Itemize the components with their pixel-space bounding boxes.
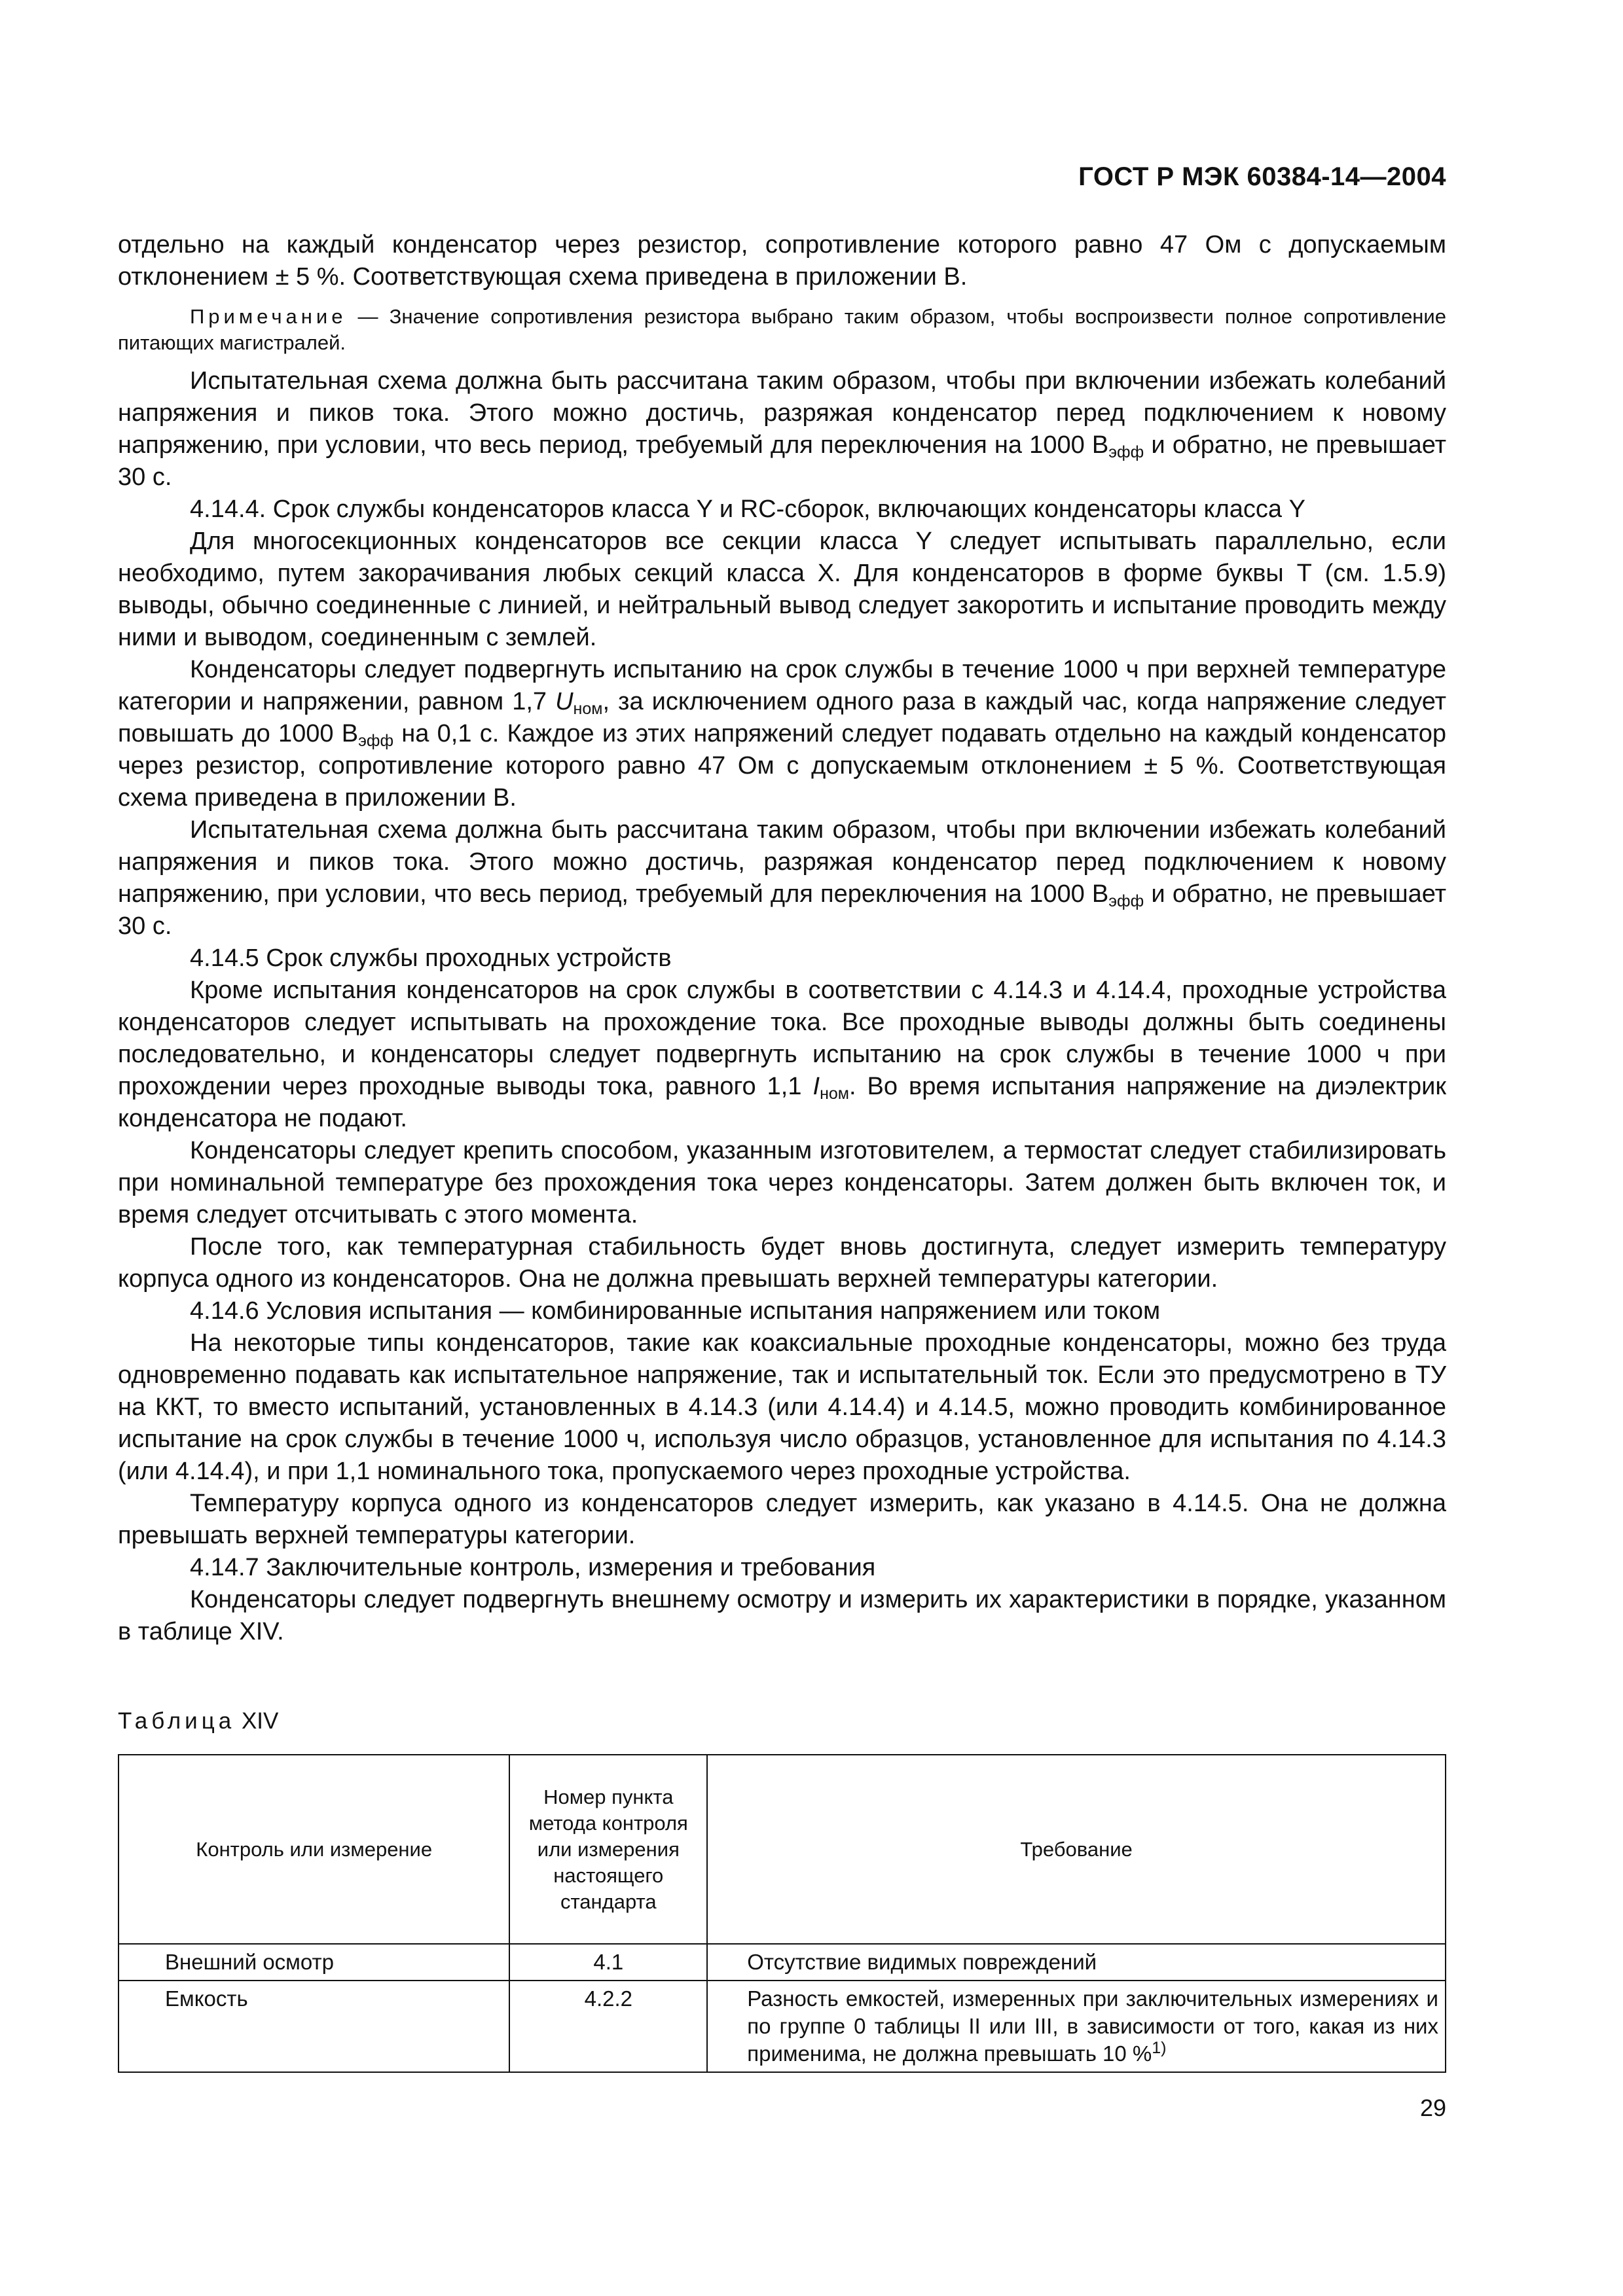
paragraph: На некоторые типы конденсаторов, такие как коаксиальные проходные конденсаторы, можно без труда одновременно подавать как испытательное напряжение, так и испытательный ток. Если это предусмотрено в ТУ на ККТ, то вместо испытаний, установленных в 4.14.3 (или 4.14.4) и 4.14.5, можно проводить комбинированное испытание на срок службы в течение 1000 ч, используя число образцов, установленное для испытания по 4.14.3 (или 4.14.4), и при 1,1 номинального тока, пропускаемого через проходные устройства. <box>118 1329 1446 1485</box>
page-number: 29 <box>1419 2094 1446 2121</box>
paragraph: Испытательная схема должна быть рассчитана таким образом, чтобы при включении избежать колебаний напряжения и пиков тока. Этого можно достичь, разряжая конденсатор перед подключением к новому напряжению, при условии, что весь период, требуемый для переключения на 1000 $В_{эфф}$ и обратно, не превышает 30 с. <box>118 816 1447 940</box>
paragraph: Конденсаторы следует подвергнуть испытанию на срок службы в течение 1000 ч при верхней температуре категории и напряжении, равном 1,7 $U_{ном}$, за исключением одного раза в каждый час, когда напряжение следует повышать до 1000 $В_{эфф}$ на 0,1 с. Каждое из этих напряжений следует подавать отдельно на каждый конденсатор через резистор, сопротивление которого равно 47 Ом с допускаемым отклонением ± 5 %. Соответствующая схема приведена в приложении В. <box>118 656 1446 812</box>
paragraph: Кроме испытания конденсаторов на срок службы в соответствии с 4.14.3 и 4.14.4, проходные устройства конденсаторов следует испытывать на прохождение тока. Все проходные выводы должны быть соединены последовательно, и конденсаторы следует подвергнуть испытанию на срок службы в течение 1000 ч при прохождении через проходные выводы тока, равного 1,1 $I_{ном}$. Во время испытания напряжение на диэлектрик конденсатора не подают. <box>118 977 1446 1132</box>
table-row <box>119 1944 1446 1981</box>
paragraph: Конденсаторы следует крепить способом, указанным изготовителем, а термостат следует стабилизировать при номинальной температуре без прохождения тока через конденсаторы. Затем должен быть включен ток, и время следует отсчитывать с этого момента. <box>118 1137 1446 1229</box>
table-cell: 4.2.2 <box>509 1981 707 2072</box>
table-cell: 4.1 <box>509 1944 707 1981</box>
section-heading-4-14-7: 4.14.7 Заключительные контроль, измерения и требования <box>190 1554 876 1581</box>
section-heading-4-14-5: 4.14.5 Срок службы проходных устройств <box>190 944 672 972</box>
note-label: Примечание <box>190 305 347 328</box>
table-header-row <box>119 1755 1446 1944</box>
table-cell: Внешний осмотр <box>119 1944 509 1981</box>
note <box>118 304 1446 356</box>
section-heading-4-14-6: 4.14.6 Условия испытания — комбинированные испытания напряжением или током <box>190 1297 1161 1325</box>
note-text: — Значение сопротивления резистора выбрано таким образом, чтобы воспроизвести полное сопротивление питающих магистралей. <box>118 305 1446 354</box>
requirements-table <box>118 1754 1446 2073</box>
table-caption: Таблица XIV <box>118 1708 279 1734</box>
footnote-marker: 1) <box>1152 2039 1167 2057</box>
paragraph: Для многосекционных конденсаторов все секции класса Y следует испытывать параллельно, если необходимо, путем закорачивания любых секций класса X. Для конденсаторов в форме буквы Т (см. 1.5.9) выводы, обычно соединенные с линией, и нейтральный вывод следует закоротить и испытание проводить между ними и выводом, соединенным с землей. <box>118 528 1446 651</box>
paragraph: Испытательная схема должна быть рассчитана таким образом, чтобы при включении избежать колебаний напряжения и пиков тока. Этого можно достичь, разряжая конденсатор перед подключением к новому напряжению, при условии, что весь период, требуемый для переключения на 1000 $В_{эфф}$ и обратно, не превышает 30 с. <box>118 367 1447 491</box>
table-cell: Отсутствие видимых повреждений <box>707 1944 1446 1981</box>
table-cell: Разность емкостей, измеренных при заключительных измерениях и по группе 0 таблицы II или III, в зависимости от того, какая из них применима, не должна превышать 10 %$^{1)}$ <box>707 1981 1446 2072</box>
table-header-cell: Номер пункта метода контроля или измерения настоящего стандарта <box>509 1755 707 1944</box>
table-row <box>119 1981 1446 2072</box>
document-header: ГОСТ Р МЭК 60384-14—2004 <box>1078 162 1446 191</box>
paragraph: Конденсаторы следует подвергнуть внешнему осмотру и измерить их характеристики в порядке, указанном в таблице XIV. <box>118 1586 1446 1645</box>
table-cell: Емкость <box>119 1981 509 2072</box>
body-text <box>118 229 1446 1648</box>
section-heading-4-14-4: 4.14.4. Срок службы конденсаторов класса Y и RC-сборок, включающих конденсаторы класса Y <box>190 495 1305 523</box>
paragraph: Температуру корпуса одного из конденсаторов следует измерить, как указано в 4.14.5. Она не должна превышать верхней температуры категории. <box>118 1490 1446 1549</box>
paragraph: отдельно на каждый конденсатор через резистор, сопротивление которого равно 47 Ом с допускаемым отклонением ± 5 %. Соответствующая схема приведена в приложении В. <box>118 231 1446 291</box>
paragraph: После того, как температурная стабильность будет вновь достигнута, следует измерить температуру корпуса одного из конденсаторов. Она не должна превышать верхней температуры категории. <box>118 1233 1446 1293</box>
table-header-cell: Контроль или измерение <box>119 1755 509 1944</box>
table-header-cell: Требование <box>707 1755 1446 1944</box>
